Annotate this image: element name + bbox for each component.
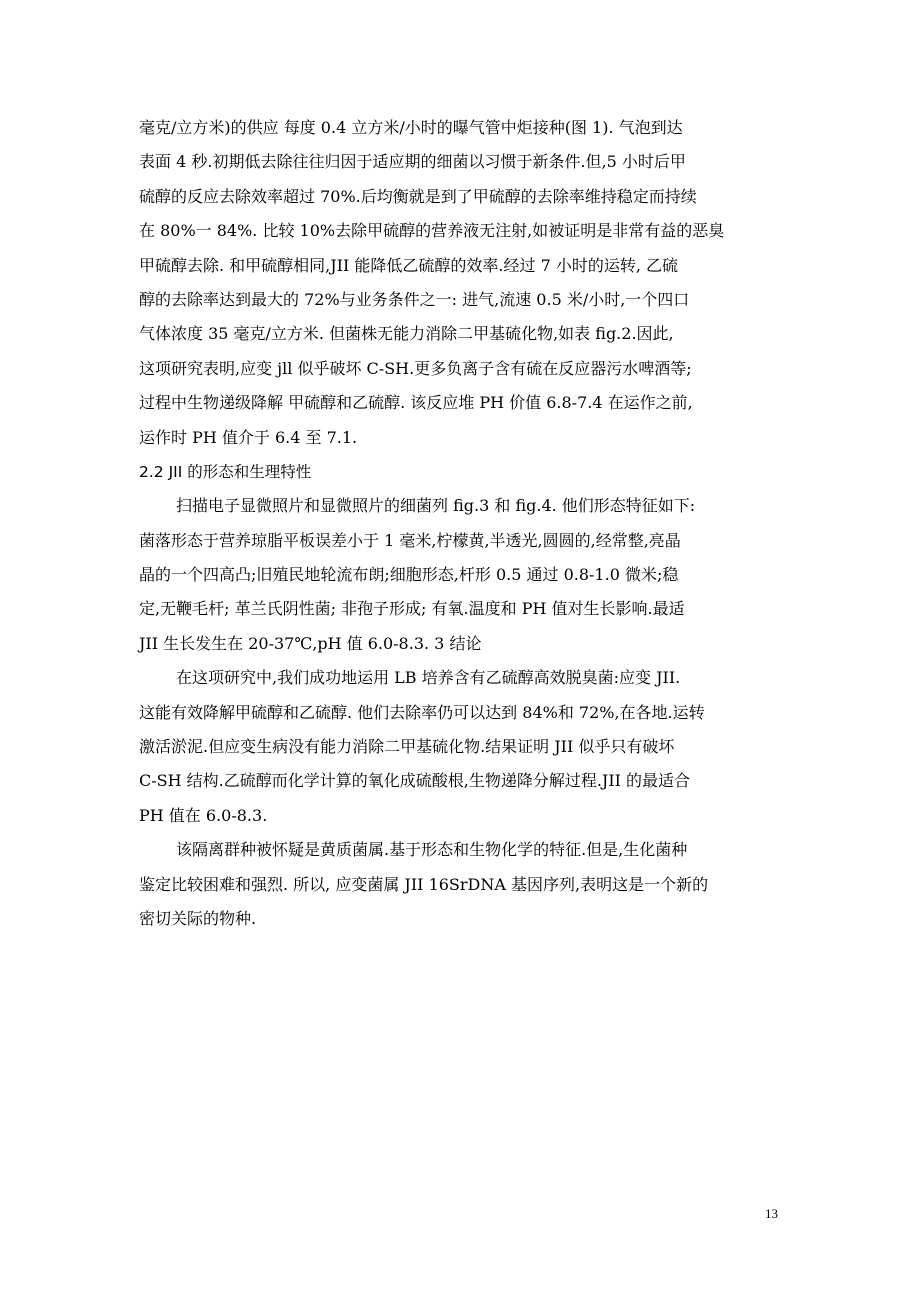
text-line: 菌落形态于营养琼脂平板误差小于 1 毫米,柠檬黄,半透光,圆圆的,经常整,亮晶 bbox=[139, 530, 681, 550]
text-line: 这项研究表明,应变 jll 似乎破坏 C-SH.更多负离子含有硫在反应器污水啤酒等; bbox=[139, 358, 692, 378]
text-line: 气体浓度 35 毫克/立方米. 但菌株无能力消除二甲基硫化物,如表 fig.2.因此, bbox=[139, 324, 674, 344]
text-line: 甲硫醇去除. 和甲硫醇相同,JII 能降低乙硫醇的效率.经过 7 小时的运转, 乙硫 bbox=[139, 255, 679, 275]
text-line: 密切关际的物种. bbox=[139, 908, 257, 928]
text-line: 在这项研究中,我们成功地运用 LB 培养含有乙硫醇高效脱臭菌:应变 JII. bbox=[176, 668, 681, 688]
text-line: 过程中生物递级降解 甲硫醇和乙硫醇. 该反应堆 PH 价值 6.8-7.4 在运作之前, bbox=[139, 393, 693, 413]
text-line: JII 生长发生在 20-37℃,pH 值 6.0-8.3. 3 结论 bbox=[139, 633, 482, 653]
text-line: 晶的一个四高凸;旧殖民地轮流布朗;细胞形态,杆形 0.5 通过 0.8-1.0 微米;稳 bbox=[139, 565, 679, 585]
text-line: 该隔离群种被怀疑是黄质菌属.基于形态和生物化学的特征.但是,生化菌种 bbox=[176, 840, 688, 860]
text-line: 运作时 PH 值介于 6.4 至 7.1. bbox=[139, 427, 358, 447]
text-line: 表面 4 秒.初期低去除往往归因于适应期的细菌以习惯于新条件.但,5 小时后甲 bbox=[139, 152, 686, 172]
text-line: C-SH 结构.乙硫醇而化学计算的氧化成硫酸根,生物递降分解过程.JII 的最适合 bbox=[139, 771, 691, 791]
page-number: 13 bbox=[765, 1206, 778, 1221]
text-line: PH 值在 6.0-8.3. bbox=[139, 805, 268, 825]
text-line: 鉴定比较困难和强烈. 所以, 应变菌属 JII 16SrDNA 基因序列,表明这是一个新的 bbox=[139, 874, 709, 894]
text-line: 硫醇的反应去除效率超过 70%.后均衡就是到了甲硫醇的去除率维持稳定而持续 bbox=[139, 186, 697, 206]
text-line: 醇的去除率达到最大的 72%与业务条件之一: 进气,流速 0.5 米/小时,一个四口 bbox=[139, 289, 690, 309]
text-line: 毫克/立方米)的供应 每度 0.4 立方米/小时的曝气管中炬接种(图 1). 气泡到达 bbox=[139, 118, 683, 137]
text-line: 在 80%一 84%. 比较 10%去除甲硫醇的营养液无注射,如被证明是非常有益的恶臭 bbox=[139, 221, 725, 241]
text-line: 这能有效降解甲硫醇和乙硫醇. 他们去除率仍可以达到 84%和 72%,在各地.运转 bbox=[139, 702, 705, 722]
text-line: 定,无鞭毛杆; 革兰氏阴性菌; 非孢子形成; 有氧.温度和 PH 值对生长影响.最适 bbox=[139, 599, 685, 619]
document-body bbox=[139, 111, 789, 936]
text-line: 激活淤泥.但应变生病没有能力消除二甲基硫化物.结果证明 JII 似乎只有破坏 bbox=[139, 737, 675, 757]
section-heading: 2.2 JII 的形态和生理特性 bbox=[139, 462, 312, 481]
text-line: 扫描电子显微照片和显微照片的细菌列 fig.3 和 fig.4. 他们形态特征如下: bbox=[176, 496, 696, 516]
